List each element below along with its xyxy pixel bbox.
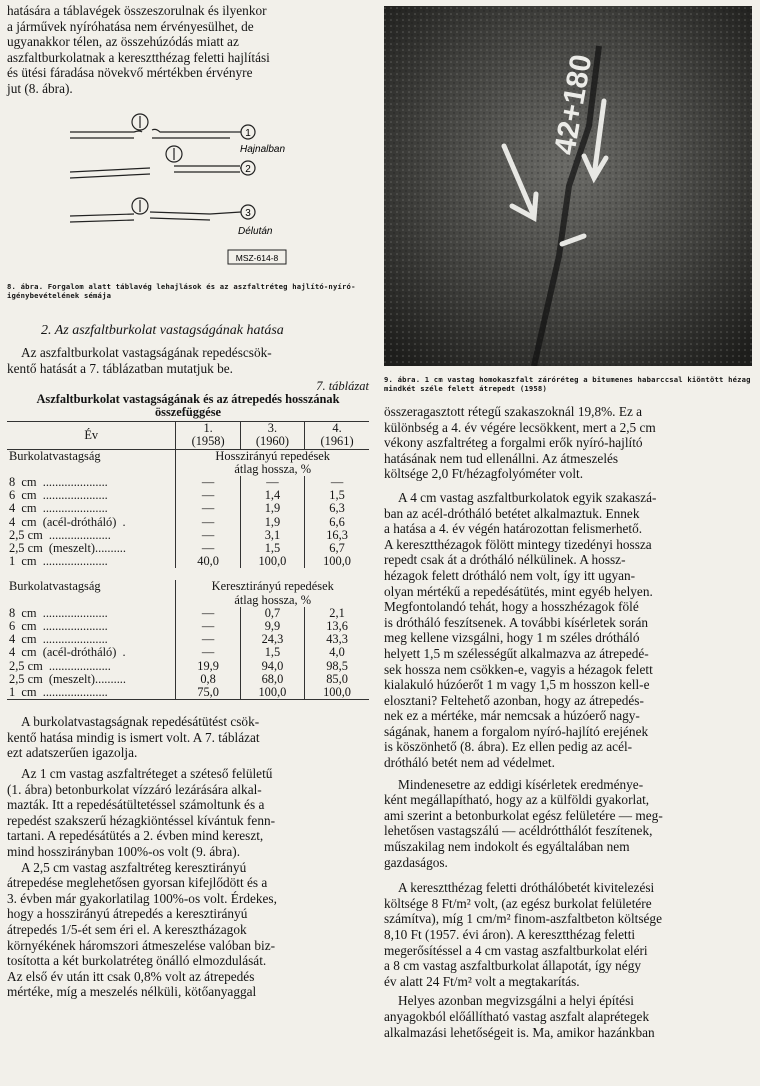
text-line: Az 1 cm vastag aszfaltréteget a széteső felületű (21, 766, 273, 782)
text-line: A keresztthézagok fölött mintegy tizedényi hossza (384, 536, 652, 552)
text-line: különbség a 4. év végére lecsökkent, mert a 2,5 cm (384, 419, 656, 435)
text-line: is drótháló feszítsenek. A további kísérletek során (384, 614, 649, 630)
cell-value: — (176, 620, 240, 633)
cell-value: 1,5 (240, 646, 304, 659)
row-label: 2,5 cm (meszelt).......... (9, 541, 126, 556)
cell-value: 24,3 (240, 633, 304, 646)
fig8-code: MSZ-614-8 (235, 253, 279, 263)
text-line: ban az acél-drótháló betétet alkalmaztuk. Ennek (384, 505, 640, 521)
row-label: 2,5 cm .................... (9, 658, 111, 673)
text-line: (1. ábra) betonburkolat vízzáró lezárására alkal- (7, 781, 262, 797)
text-line: alkalmazási lehetőségeit is. Ma, amikor hazánkban (384, 1024, 655, 1040)
cell-value: — (176, 529, 240, 542)
text-line: hatásának nem tud ellenállni. Az átmeszelés (384, 450, 619, 466)
left-paragraph-2 (7, 714, 369, 761)
col-year-4-num: 4. (305, 422, 369, 435)
group1-rows (7, 476, 369, 568)
fig8-hajnal-label: Hajnalban (240, 144, 286, 155)
text-line: is köszönhető (8. ábra). Ez ellen pedig az acél- (384, 739, 633, 755)
group2-sub2: átlag hossza, % (176, 594, 369, 607)
table-row (7, 516, 369, 529)
cell-value: 0,7 (240, 607, 304, 620)
text-line: környékének háromszori átmeszelése valóban biz- (7, 937, 276, 953)
table-row (7, 686, 369, 700)
text-line: összeragasztott rétegű szakaszoknál 19,8%. Ez a (384, 404, 643, 419)
text-line: tartani. A repedésátütés a 2. évben mind kereszt, (7, 828, 264, 844)
right-paragraph-1 (384, 404, 752, 482)
cell-value: 98,5 (305, 660, 369, 673)
left-column (7, 3, 369, 97)
text-line: olyan mértékű a repedésátütés, mint egyéb helyen. (384, 583, 653, 599)
text-line: és ütési fáradása növekvő mértékben érvényre (7, 65, 253, 81)
cell-value: 100,0 (240, 686, 304, 700)
text-line: vékony aszfaltréteg a forgalmi erők nyíró-hajlító (384, 435, 643, 451)
cell-value: — (305, 476, 369, 489)
cell-value: 75,0 (176, 686, 240, 700)
cell-value: 1,4 (240, 489, 304, 502)
text-line: sek hossza nem csökken-e, vagyis a hézagok felett (384, 661, 653, 677)
group2-sub1: Keresztirányú repedések (176, 580, 369, 593)
cell-value: 6,3 (305, 502, 369, 515)
cell-value: 2,1 (305, 607, 369, 620)
table-title-1: Aszfaltburkolat vastagságának és az átrepedés hosszának (36, 392, 340, 407)
text-line: Az első év után itt csak 0,8% volt az átrepedés (7, 968, 255, 984)
fig9-caption-block (384, 375, 752, 393)
cell-value: 40,0 (176, 555, 240, 568)
text-line: kentő hatását a 7. táblázatban mutatjuk be. (7, 360, 233, 376)
text-line: aszfaltburkolatnak a keresztthézag feletti hajlítási (7, 49, 270, 65)
text-line: a hatása a 4. év végén határozottan felismerhető. (384, 521, 643, 537)
fig8-label-2: 2 (245, 164, 251, 175)
text-line: átrepedése meglehetősen gyorsan kifejlődött és a (7, 875, 268, 891)
col-year-3-num: 3. (240, 422, 304, 435)
text-line: repedt csak át a drótháló nélkülinek. A hossz- (384, 552, 626, 568)
text-line: év alatt 24 Ft/m² volt a megtakarítás. (384, 973, 580, 989)
cell-value: 100,0 (240, 555, 304, 568)
text-line: drótháló betét nem ad védelmet. (384, 755, 555, 771)
row-label: 8 cm ..................... (9, 475, 108, 489)
cell-value: — (176, 476, 240, 489)
text-line: hogy a hosszirányú átrepedés a keresztirányú (7, 906, 248, 922)
section-2 (7, 323, 369, 1000)
col-year-1-num: 1. (176, 422, 240, 435)
cell-value: — (176, 542, 240, 555)
text-line: elosztani? Feltehető azonban, hogy az átrepedés- (384, 692, 644, 708)
cell-value: — (176, 633, 240, 646)
text-line: ezt adatszerűen igazolja. (7, 745, 138, 761)
cell-value: — (176, 646, 240, 659)
right-paragraph-5 (384, 993, 752, 1040)
figure-8-diagram (70, 108, 320, 268)
intro-paragraph (7, 3, 369, 97)
row-label: 4 cm ..................... (9, 501, 108, 516)
fig8-caption: 8. ábra. Forgalom alatt táblavég lehajlások és az aszfaltréteg hajlító-nyíró-igénybevételének sémája (7, 282, 356, 300)
cell-value: 85,0 (305, 673, 369, 686)
text-line: a járművek nyíróhatása nem érvényesülhet, de (7, 18, 254, 34)
row-label: 4 cm (acél-drótháló) . (9, 514, 126, 529)
text-line: mértéke, míg a meszelés nélküli, kötőanyaggal (7, 984, 257, 1000)
col-year-1: (1958) (176, 435, 240, 449)
text-line: ságának, hanem a forgalom nyíró-hajlító erejének (384, 723, 649, 739)
text-line: repedést szakszerű hézagkiöntéssel kívántuk fenn- (7, 812, 276, 828)
fig9-caption: 9. ábra. 1 cm vastag homokaszfalt záróréteg a bitumenes habarccsal kiöntött hézag mindkét széle felett átrepedt (1958) (384, 375, 751, 393)
text-line: ként megállapítható, hogy az a külföldi gyakorlat, (384, 792, 650, 808)
cell-value: 13,6 (305, 620, 369, 633)
text-line: 8,10 Ft (1957. évi áron). A keresztthézag feletti (384, 927, 636, 942)
group2-rows (7, 607, 369, 700)
cell-value: 16,3 (305, 529, 369, 542)
cell-value: — (240, 476, 304, 489)
table-title-2: összefüggése (154, 405, 222, 420)
cell-value: 100,0 (305, 555, 369, 568)
group2-label: Burkolatvastagság (9, 579, 101, 594)
text-line: a 8 cm vastag aszfaltburkolat állapotát, így négy (384, 958, 641, 974)
text-line: mazták. Itt a repedésátültetéssel számoltunk és a (7, 797, 265, 813)
fig8-label-1: 1 (245, 128, 251, 139)
text-line: nek ez a mértéke, már nemcsak a húzóerő nagy- (384, 708, 640, 724)
text-line: kialakuló húzóerőt 1 m vagy 1,5 m hosszon kell-e (384, 677, 650, 693)
cell-value: — (176, 516, 240, 529)
text-line: 3. évben már gyakorlatilag 100%-os volt. Érdekes, (7, 890, 277, 906)
cell-value: 0,8 (176, 673, 240, 686)
row-label: 6 cm ..................... (9, 488, 108, 503)
left-paragraph-3 (7, 766, 369, 860)
table-row (7, 502, 369, 515)
cell-value: — (176, 502, 240, 515)
cell-value: 1,9 (240, 502, 304, 515)
row-label: 2,5 cm .................... (9, 527, 111, 542)
text-line: kentő hatása mindig is ismert volt. A 7. táblázat (7, 729, 260, 745)
group1-label: Burkolatvastagság (9, 448, 101, 463)
right-paragraph-3 (384, 777, 752, 871)
row-label: 4 cm (acél-drótháló) . (9, 645, 126, 660)
row-label: 6 cm ..................... (9, 619, 108, 634)
fig8-delutan-label: Délután (238, 226, 273, 237)
right-column (384, 404, 752, 1040)
photo-marking: 42+180 (548, 52, 599, 158)
table-header-row (7, 422, 369, 435)
cell-value: 43,3 (305, 633, 369, 646)
row-label: 2,5 cm (meszelt).......... (9, 671, 126, 686)
text-line: Megfontolandó tehát, hogy a hosszhézagok fölé (384, 599, 639, 615)
cell-value: 94,0 (240, 660, 304, 673)
text-line: A 2,5 cm vastag aszfaltréteg keresztirányú (21, 859, 247, 875)
text-line: mind hosszirányban 100%-os volt (9. ábra). (7, 844, 241, 859)
text-line: költsége 2,0 Ft/hézagfolyóméter volt. (384, 466, 584, 482)
text-line: A 4 cm vastag aszfaltburkolatok egyik szakaszá- (398, 489, 657, 505)
text-line: műszakilag nem indokolt és egyáltalában nem (384, 839, 630, 855)
text-line: hatására a táblavégek összeszorulnak és ilyenkor (7, 3, 267, 18)
col-year-4: (1961) (305, 435, 369, 449)
table-row (7, 660, 369, 673)
figure-9-photo (384, 6, 752, 366)
right-paragraph-4 (384, 880, 752, 989)
cell-value: — (176, 607, 240, 620)
text-line: A burkolatvastagságnak repedésátütést csök- (21, 714, 260, 730)
text-line: költsége 8 Ft/m² volt, (az egész burkolat felületére (384, 895, 652, 911)
text-line: A keresztthézag feletti dróthálóbetét kivitelezési (398, 880, 655, 896)
text-line: Helyes azonban megvizsgálni a helyi építési (398, 993, 634, 1009)
row-label: 1 cm ..................... (9, 685, 108, 700)
right-paragraph-2 (384, 490, 752, 771)
text-line: helyett 1,5 m szélességűt alkalmazva az átrepedé- (384, 645, 649, 661)
table-row (7, 646, 369, 659)
group1-sub2: átlag hossza, % (176, 463, 369, 476)
text-line: jut (8. ábra). (7, 80, 73, 96)
text-line: meg kellene vizsgálni, hogy 1 m széles drótháló (384, 630, 640, 646)
text-line: ugyanakkor télen, az összehúzódás miatt az (7, 34, 239, 50)
table-row (7, 555, 369, 568)
text-line: ami szerint a betonburkolat egész felületére — meg- (384, 807, 663, 823)
col-ev-header: Év (84, 427, 99, 442)
text-line: hézagok felett drótháló nem volt, így itt ugyan- (384, 567, 636, 583)
left-paragraph-4 (7, 860, 369, 1000)
text-line: Az aszfaltburkolat vastagságának repedéscsök- (21, 345, 272, 360)
cell-value: 1,5 (305, 489, 369, 502)
text-line: számítva), míg 1 cm/m² finom-aszfaltbeton költsége (384, 911, 662, 927)
cell-value: 68,0 (240, 673, 304, 686)
text-line: gazdaságos. (384, 854, 448, 870)
cell-value: 1,5 (240, 542, 304, 555)
text-line: megerősítéssel a 4 cm vastag aszfaltburkolat eléri (384, 942, 648, 958)
text-line: Mindenesetre az eddigi kísérletek eredménye- (398, 776, 644, 792)
row-label: 1 cm ..................... (9, 554, 108, 569)
group1-sub1: Hosszirányú repedések (176, 450, 369, 463)
section-paragraph-1 (7, 345, 369, 376)
cell-value: — (176, 489, 240, 502)
table-number: 7. táblázat (316, 379, 369, 394)
cell-value: 6,6 (305, 516, 369, 529)
cell-value: 6,7 (305, 542, 369, 555)
cell-value: 1,9 (240, 516, 304, 529)
row-label: 8 cm ..................... (9, 605, 108, 620)
cell-value: 19,9 (176, 660, 240, 673)
fig8-caption-block (7, 282, 369, 300)
fig8-label-3: 3 (245, 208, 251, 219)
row-label: 4 cm ..................... (9, 632, 108, 647)
table-7 (7, 421, 369, 700)
cell-value: 9,9 (240, 620, 304, 633)
text-line: átrepedés 1/5-ét sem éri el. A keresztházagok (7, 921, 247, 937)
cell-value: 4,0 (305, 646, 369, 659)
section-heading: 2. Az aszfaltburkolat vastagságának hatása (41, 323, 284, 338)
col-year-3: (1960) (240, 435, 304, 449)
cell-value: 3,1 (240, 529, 304, 542)
text-line: lehetősen vastagszálú — acéldrótthálót feszítenek, (384, 823, 653, 839)
cell-value: 100,0 (305, 686, 369, 700)
text-line: anyagokból előállítható vastag aszfalt alaprétegek (384, 1008, 650, 1024)
text-line: tosította a két burkolatréteg önálló elmozdulását. (7, 953, 267, 969)
